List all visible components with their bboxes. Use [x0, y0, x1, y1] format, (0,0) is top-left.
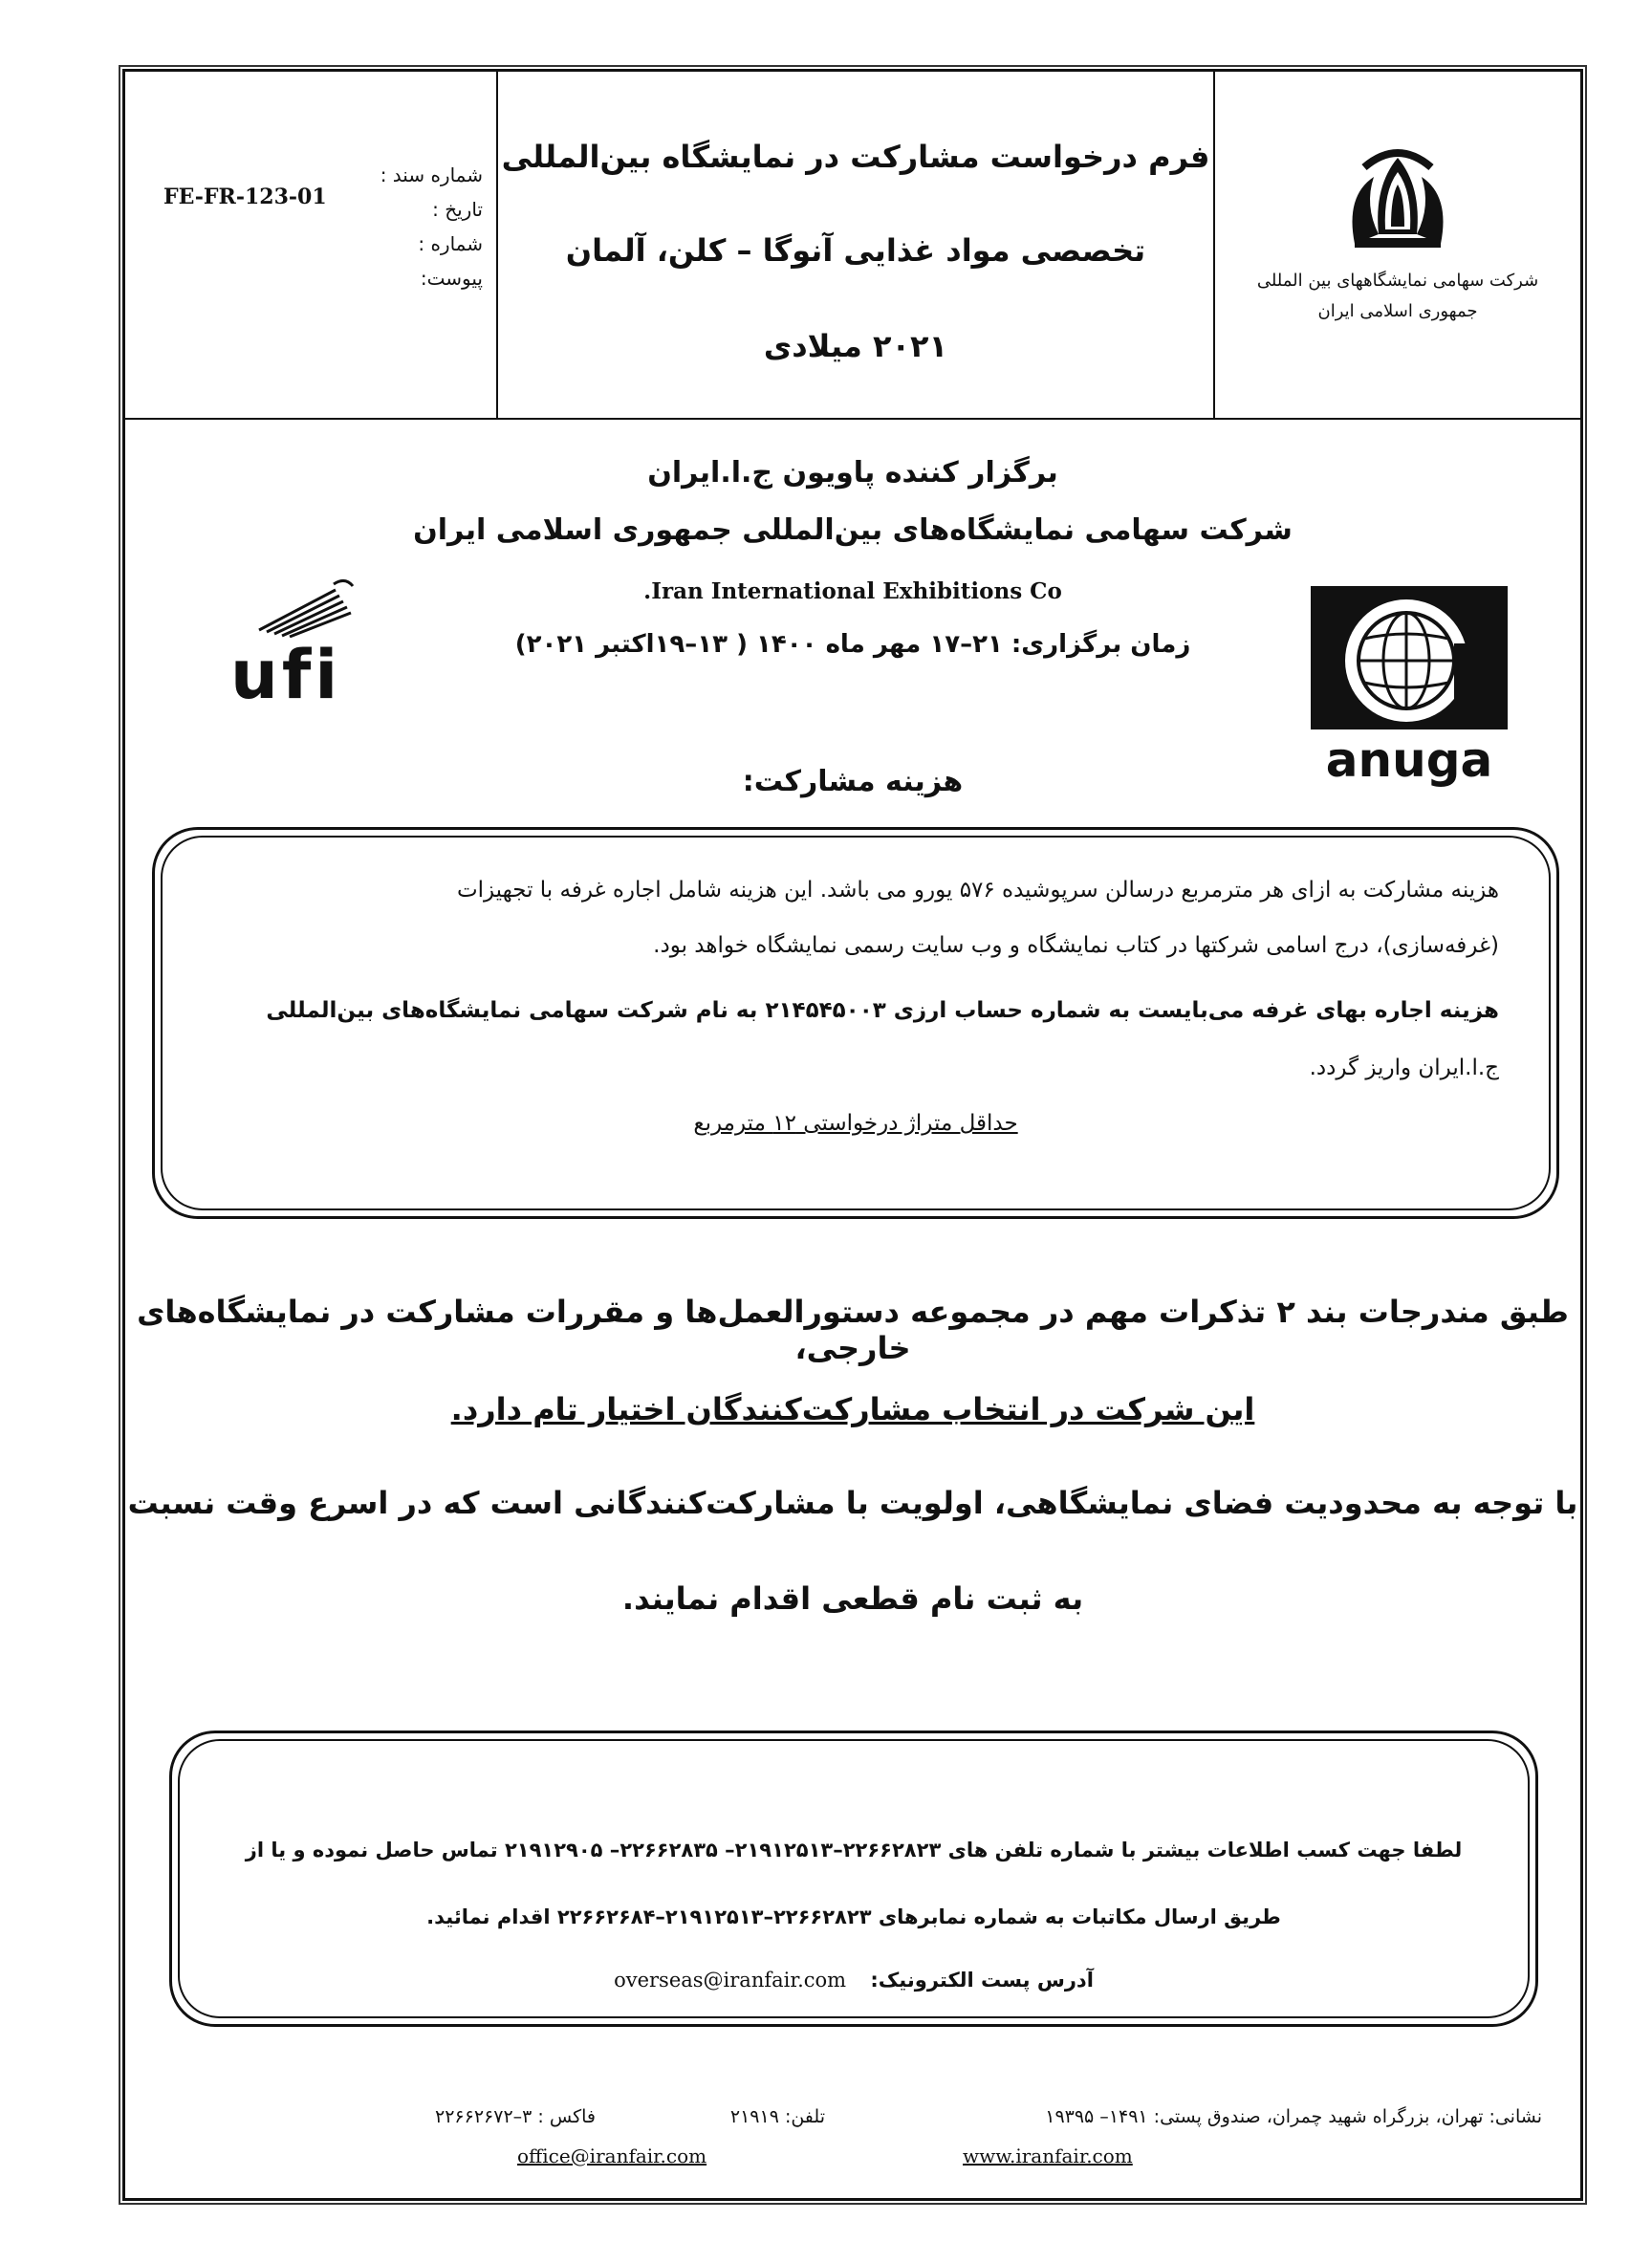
meta-attachment-label: پیوست: [420, 267, 483, 290]
contact-box [169, 1731, 1538, 2027]
anuga-logo [1311, 586, 1508, 787]
organizer-line: برگزار کننده پاویون ج.ا.ایران [647, 456, 1058, 490]
ufi-logo [221, 571, 374, 714]
document-meta-cell [125, 72, 498, 418]
email-label: آدرس پست الکترونیک: [870, 1969, 1094, 1992]
contact-phones-line: لطفا جهت کسب اطلاعات بیشتر با شماره تلفن های ۲۲۶۶۲۸۲۳–۲۱۹۱۲۵۱۳– ۲۲۶۶۲۸۳۵– ۲۱۹۱۲۹۰۵ تماس حاصل نموده و یا از [245, 1839, 1463, 1861]
form-title-line-2: تخصصی مواد غذایی آنوگا – کلن، آلمان [565, 232, 1146, 269]
footer-website-link[interactable]: www.iranfair.com [963, 2144, 1133, 2167]
form-title-line-3: ۲۰۲۱ میلادی [763, 328, 948, 364]
fees-paragraph-2-line-2: ج.ا.ایران واریز گردد. [1309, 1056, 1499, 1080]
organizer-company-fa: شرکت سهامی نمایشگاه‌های بین‌المللی جمهوری اسلامی ایران [413, 513, 1293, 547]
notice-line-1: طبق مندرجات بند ۲ تذکرات مهم در مجموعه دستورالعمل‌ها و مقررات مشارکت در نمایشگاه‌های خارجی، [137, 1294, 1569, 1366]
organization-logo-cell [1215, 72, 1580, 418]
meta-doc-number-label: شماره سند : [380, 163, 483, 186]
notice-line-4: به ثبت نام قطعی اقدام نمایند. [621, 1580, 1084, 1617]
contact-email-line [172, 1969, 1535, 1992]
header-table [125, 72, 1580, 420]
document-frame [122, 69, 1583, 2201]
footer-office-email-link[interactable]: office@iranfair.com [517, 2144, 707, 2167]
fees-paragraph-1-line-1: هزینه مشارکت به ازای هر مترمربع درسالن سرپوشیده ۵۷۶ یورو می باشد. این هزینه شامل اجاره غرفه با تجهیزات [456, 878, 1499, 903]
contact-email[interactable]: overseas@iranfair.com [614, 1969, 847, 1992]
meta-labels [380, 158, 483, 295]
organization-name-line-1: شرکت سهامی نمایشگاههای بین المللی [1256, 271, 1539, 291]
footer-address: نشانی: تهران، بزرگراه شهید چمران، صندوق پستی: ۱۴۹۱– ۱۹۳۹۵ [1045, 2106, 1542, 2127]
footer-fax: فاکس : ۳–۲۲۶۶۲۶۷۲ [435, 2106, 596, 2127]
footer-phone: تلفن: ۲۱۹۱۹ [729, 2106, 825, 2127]
minimum-area-note: حداقل متراژ درخواستی ۱۲ مترمربع [693, 1111, 1018, 1136]
organization-emblem-icon [1336, 139, 1460, 253]
ufi-text: ufi [230, 636, 342, 714]
anuga-globe-icon [1311, 586, 1508, 729]
fees-title: هزینه مشارکت: [742, 765, 964, 798]
document-code: FE-FR-123-01 [163, 185, 327, 209]
meta-number-label: شماره : [418, 232, 483, 255]
event-dates: زمان برگزاری: ۲۱–۱۷ مهر ماه ۱۴۰۰ ( ۱۳–۱۹اکتبر ۲۰۲۱) [514, 630, 1191, 659]
contact-fax-line: طریق ارسال مکاتبات به شماره نمابرهای ۲۲۶۶۲۸۲۳–۲۱۹۱۲۵۱۳–۲۲۶۶۲۶۸۴ اقدام نمائید. [426, 1905, 1281, 1928]
organizer-company-en: Iran International Exhibitions Co. [643, 578, 1062, 604]
fees-paragraph-1-line-2: (غرفه‌سازی)، درج اسامی شرکتها در کتاب نمایشگاه و وب سایت رسمی نمایشگاه خواهد بود. [653, 933, 1499, 958]
notice-line-2: این شرکت در انتخاب مشارکت‌کنندگان اختیار تام دارد. [450, 1391, 1255, 1427]
organization-name-line-2: جمهوری اسلامی ایران [1317, 301, 1478, 321]
form-title-line-1: فرم درخواست مشارکت در نمایشگاه بین‌المللی [501, 139, 1210, 175]
form-title-cell [498, 72, 1215, 418]
anuga-text: anuga [1325, 732, 1493, 788]
fees-paragraph-2-line-1: هزینه اجاره بهای غرفه می‌بایست به شماره حساب ارزی ۲۱۴۵۴۵۰۰۳ به نام شرکت سهامی نمایشگاه‌های بین‌المللی [266, 998, 1499, 1023]
notice-line-3: با توجه به محدودیت فضای نمایشگاهی، اولویت با مشارکت‌کنندگانی است که در اسرع وقت نسبت [127, 1485, 1578, 1521]
fees-box [152, 827, 1559, 1219]
meta-date-label: تاریخ : [432, 198, 483, 221]
ufi-swoosh-icon [221, 571, 374, 638]
